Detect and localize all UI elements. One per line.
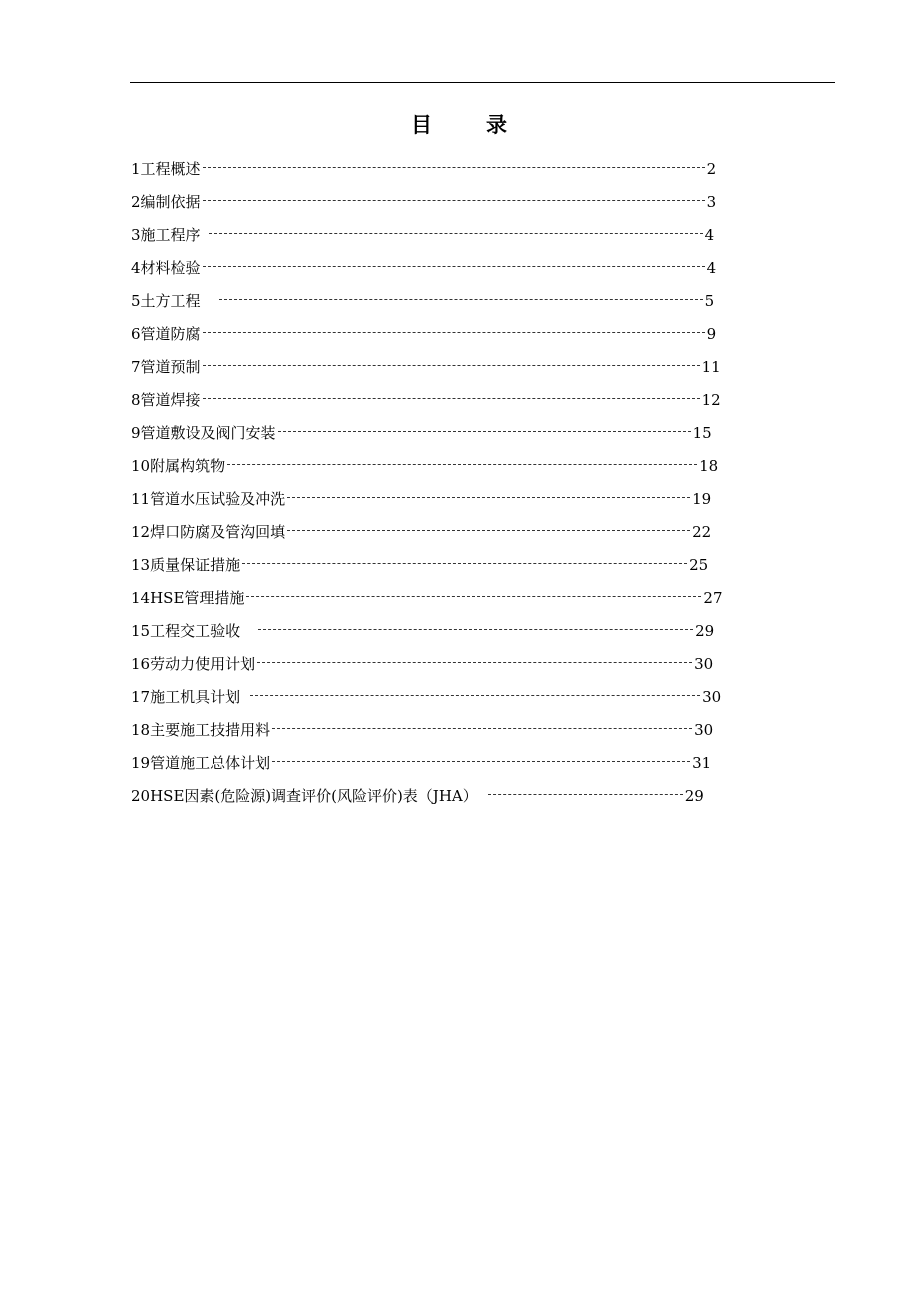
toc-leader <box>272 761 690 762</box>
toc-entry-number: 7 <box>131 357 141 376</box>
toc-leader <box>258 629 693 630</box>
toc-entry-number: 10 <box>131 456 151 475</box>
toc-entry[interactable] <box>131 581 723 614</box>
toc-entry-page: 3 <box>706 192 717 211</box>
toc-entry-page: 29 <box>695 621 715 640</box>
toc-entry-number: 14 <box>131 588 151 607</box>
toc-entry[interactable] <box>131 317 723 350</box>
toc-entry[interactable] <box>131 416 723 449</box>
toc-entry-number: 3 <box>131 225 141 244</box>
toc-entry-page: 30 <box>702 687 722 706</box>
toc-entry-label: 管道施工总体计划 <box>150 753 271 772</box>
toc-entry-number: 1 <box>131 159 141 178</box>
toc-title-right: 录 <box>486 113 509 137</box>
toc-entry-number: 12 <box>131 522 151 541</box>
toc-leader <box>250 695 700 696</box>
toc-entry[interactable] <box>131 251 723 284</box>
toc-entry-page: 25 <box>689 555 709 574</box>
toc-entry[interactable] <box>131 383 723 416</box>
toc-entry-label: 管道焊接 <box>140 390 201 409</box>
toc-entry[interactable] <box>131 152 723 185</box>
toc-entry-number: 4 <box>131 258 141 277</box>
toc-entry-number: 15 <box>131 621 151 640</box>
toc-entry-page: 15 <box>692 423 712 442</box>
toc-entry-page: 4 <box>704 225 715 244</box>
header-rule <box>130 82 835 83</box>
toc-entry-number: 11 <box>131 489 151 508</box>
toc-entry-label: 劳动力使用计划 <box>150 654 256 673</box>
toc-entry[interactable] <box>131 515 723 548</box>
toc-title-left: 目 <box>411 113 434 137</box>
toc-leader <box>287 530 690 531</box>
toc-entry-number: 16 <box>131 654 151 673</box>
toc-entry[interactable] <box>131 713 723 746</box>
toc-entry-page: 19 <box>692 489 712 508</box>
toc-entry-label: 材料检验 <box>140 258 201 277</box>
toc-entry-page: 9 <box>706 324 717 343</box>
toc-entry-label: 工程概述 <box>140 159 201 178</box>
toc-entry-page: 27 <box>703 588 723 607</box>
toc-entry[interactable] <box>131 284 723 317</box>
toc-entry-page: 11 <box>701 357 721 376</box>
toc-entry-page: 5 <box>704 291 715 310</box>
toc-entry-number: 18 <box>131 720 151 739</box>
toc-entry-number: 13 <box>131 555 151 574</box>
toc-entry-label: 主要施工技措用料 <box>150 720 271 739</box>
toc-entry-label: 施工机具计划 <box>150 687 241 706</box>
toc-entry-label: 质量保证措施 <box>150 555 241 574</box>
toc-entry-label: HSE管理措施 <box>150 588 245 607</box>
toc-list <box>131 152 723 812</box>
toc-entry-number: 17 <box>131 687 151 706</box>
toc-entry-page: 12 <box>701 390 721 409</box>
toc-entry[interactable] <box>131 779 723 812</box>
toc-entry-label: 焊口防腐及管沟回填 <box>150 522 286 541</box>
toc-entry-label: 编制依据 <box>140 192 201 211</box>
toc-leader <box>219 299 703 300</box>
toc-entry-page: 29 <box>684 786 704 805</box>
toc-leader <box>257 662 692 663</box>
toc-entry-label: 工程交工验收 <box>150 621 241 640</box>
toc-entry-page: 2 <box>706 159 717 178</box>
toc-entry[interactable] <box>131 185 723 218</box>
toc-entry-number: 19 <box>131 753 151 772</box>
toc-entry-label: 管道预制 <box>140 357 201 376</box>
toc-entry-label: 管道水压试验及冲洗 <box>150 489 286 508</box>
toc-leader <box>203 266 705 267</box>
toc-entry-label: 管道敷设及阀门安装 <box>140 423 276 442</box>
toc-leader <box>203 365 700 366</box>
toc-entry-number: 20 <box>131 786 151 805</box>
toc-leader <box>488 794 683 795</box>
toc-entry[interactable] <box>131 482 723 515</box>
toc-entry[interactable] <box>131 548 723 581</box>
toc-entry[interactable] <box>131 614 723 647</box>
toc-entry-page: 22 <box>692 522 712 541</box>
toc-leader <box>203 200 705 201</box>
toc-entry[interactable] <box>131 350 723 383</box>
toc-entry[interactable] <box>131 746 723 779</box>
toc-entry-page: 4 <box>706 258 717 277</box>
toc-entry-page: 31 <box>692 753 712 772</box>
toc-leader <box>287 497 690 498</box>
toc-entry-label: 土方工程 <box>140 291 201 310</box>
toc-entry-page: 30 <box>694 654 714 673</box>
toc-leader <box>278 431 691 432</box>
toc-leader <box>272 728 692 729</box>
toc-title <box>0 110 920 140</box>
toc-entry[interactable] <box>131 218 723 251</box>
toc-entry-label: 施工程序 <box>140 225 201 244</box>
toc-entry[interactable] <box>131 449 723 482</box>
toc-entry-page: 30 <box>694 720 714 739</box>
toc-leader <box>203 332 705 333</box>
toc-entry-number: 2 <box>131 192 141 211</box>
toc-entry-number: 6 <box>131 324 141 343</box>
toc-entry-number: 9 <box>131 423 141 442</box>
toc-entry-label: 附属构筑物 <box>150 456 226 475</box>
toc-leader <box>209 233 703 234</box>
toc-leader <box>246 596 701 597</box>
toc-entry-page: 18 <box>699 456 719 475</box>
toc-leader <box>242 563 687 564</box>
toc-entry-label: 管道防腐 <box>140 324 201 343</box>
toc-entry[interactable] <box>131 647 723 680</box>
toc-leader <box>203 167 705 168</box>
toc-entry[interactable] <box>131 680 723 713</box>
toc-entry-number: 8 <box>131 390 141 409</box>
toc-leader <box>203 398 700 399</box>
toc-entry-label: HSE因素(危险源)调查评价(风险评价)表（JHA） <box>150 786 478 805</box>
toc-entry-number: 5 <box>131 291 141 310</box>
toc-leader <box>227 464 697 465</box>
